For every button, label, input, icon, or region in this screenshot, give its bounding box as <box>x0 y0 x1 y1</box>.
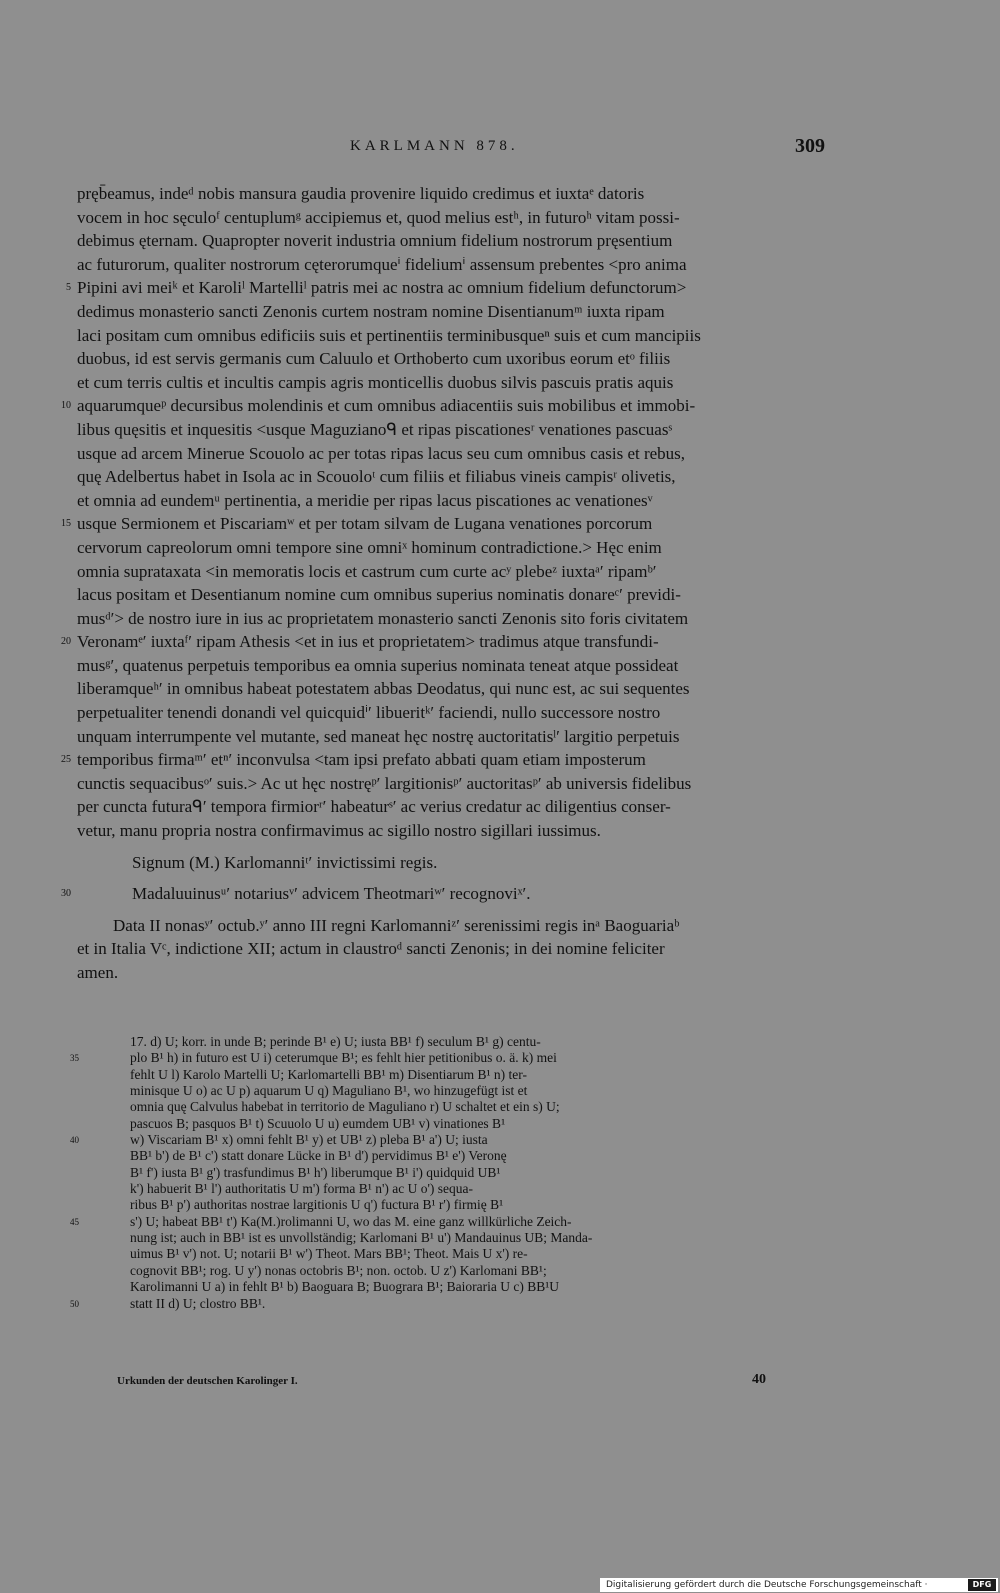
apparatus-text: ribus B¹ p') authoritas nostrae largitionis U q') fuctura B¹ r') firmię B¹ <box>130 1197 504 1213</box>
line-text: ac futurorum, qualiter nostrorum cęterorumqueⁱ fideliumⁱ assensum prebentes <pro anima <box>77 254 687 274</box>
apparatus-text: minisque U o) ac U p) aquarum U q) Maguliano B¹, wo hinzugefügt ist et <box>130 1083 528 1099</box>
line-text: usque ad arcem Minerue Scouolo ac per totas ripas lacus seu cum omnibus casis et rebus, <box>77 443 686 463</box>
line-text: dedimus monasterio sancti Zenonis curtem nostram nomine Disentianumᵐ iuxta ripam <box>77 301 665 321</box>
apparatus-text: w) Viscariam B¹ x) omni fehlt B¹ y) et UB¹ z) pleba B¹ a') U; iusta <box>130 1132 488 1148</box>
running-title: KARLMANN 878. <box>350 138 519 154</box>
line-number: 40 <box>70 1135 79 1146</box>
text-line <box>77 229 837 253</box>
apparatus-text: fehlt U l) Karolo Martelli U; Karlomartelli BB¹ m) Disentiarum B¹ n) ter- <box>130 1066 527 1082</box>
dfg-credit-bar <box>600 1578 998 1592</box>
dating-text: Data II nonasʸ′ octub.ʸ′ anno III regni Karlomanniᶻ′ serenissimi regis inᵃ Baoguariaᵇ <box>113 915 680 935</box>
apparatus-line <box>130 1197 838 1213</box>
line-text: usque Sermionem et Piscariamʷ et per totam silvam de Lugana venationes porcorum <box>77 514 653 534</box>
apparatus-text: k') habuerit B¹ l') authoritatis U m') forma B¹ n') ac U o') sequa- <box>130 1181 474 1197</box>
line-text: pręb̄eamus, indeᵈ nobis mansura gaudia provenire liquido credimus et iuxtaᵉ datoris <box>77 184 645 203</box>
line-text: Veronamᵉ′ iuxtaᶠ′ ripam Athesis <et in ius et proprietatem> tradimus atque transfundi- <box>77 632 659 652</box>
line-text: duobus, id est servis germanis cum Caluulo et Orthoberto cum uxoribus eorum etᵒ filiis <box>77 349 671 369</box>
text-line <box>77 253 837 277</box>
apparatus-text: B¹ f') iusta B¹ g') trasfundimus B¹ h') liberumque B¹ i') quidquid UB¹ <box>130 1164 501 1180</box>
apparatus-line <box>70 1132 838 1148</box>
line-text: musᵈ′> de nostro iure in ius ac proprietatem monasterio sancti Zenonis sito foris civitatem <box>77 608 689 628</box>
apparatus-line <box>130 1246 838 1262</box>
line-text: aquarumqueᵖ decursibus molendinis et cum omnibus adiacentiis suis mobilibus et immobi- <box>77 396 696 416</box>
line-number: 45 <box>70 1216 79 1227</box>
line-text: unquam interrumpente vel mutante, sed maneat hęc nostrę auctoritatisˡ′ largitio perpetuis <box>77 726 680 746</box>
apparatus-text: s') U; habeat BB¹ t') Ka(M.)rolimanni U, wo das M. eine ganz willkürliche Zeich- <box>130 1213 572 1229</box>
line-text: et cum terris cultis et incultis campis agris monticellis duobus silvis pascuis pratis aquis <box>77 372 674 392</box>
apparatus-text: omnia quę Calvulus habebat in territorio de Maguliano r) U schaltet et ein s) U; <box>130 1099 560 1115</box>
line-text: vocem in hoc sęculoᶠ centuplumᵍ accipiemus et, quod melius estʰ, in futuroʰ vitam possi- <box>77 207 680 227</box>
line-text: liberamqueʰ′ in omnibus habeat potestatem abbas Deodatus, qui nunc est, ac sui sequentes <box>77 679 690 699</box>
line-number: 30 <box>61 888 71 900</box>
charter-text <box>61 182 837 985</box>
text-line <box>61 512 837 536</box>
apparatus-line <box>130 1067 838 1083</box>
dfg-credit-text: Digitalisierung gefördert durch die Deutsche Forschungsgemeinschaft · <box>606 1580 928 1590</box>
line-text: vetur, manu propria nostra confirmavimus ac sigillo nostro sigillari iussimus. <box>77 821 601 841</box>
apparatus-text: pascuos B; pasquos B¹ t) Scuuolo U u) eumdem UB¹ v) vinationes B¹ <box>130 1115 506 1131</box>
text-line <box>77 607 837 631</box>
line-number: 25 <box>61 754 71 766</box>
line-number: 20 <box>61 636 71 648</box>
apparatus-line <box>70 1213 838 1230</box>
text-line <box>77 795 837 819</box>
line-number: 5 <box>66 282 71 294</box>
line-text: musᵍ′, quatenus perpetuis temporibus ea omnia superius nominata teneat atque possideat <box>77 655 679 675</box>
recognition-line <box>61 882 837 906</box>
text-line <box>77 772 837 796</box>
critical-apparatus <box>70 1034 838 1312</box>
apparatus-line <box>130 1148 838 1164</box>
line-text: temporibus firmaᵐ′ etⁿ′ inconvulsa <tam ipsi prefato abbati quam etiam imposterum <box>77 750 646 770</box>
line-text: lacus positam et Desentianum nomine cum omnibus superius nominatis donareᶜ′ previdi- <box>77 585 681 605</box>
line-text: cunctis sequacibusᵒ′ suis.> Ac ut hęc nostręᵖ′ largitionisᵖ′ auctoritasᵖ′ ab universis fidelibus <box>77 773 692 793</box>
page-number: 309 <box>795 135 825 157</box>
recognition-text: Madaluuinusᵘ′ notariusᵛ′ advicem Theotmariʷ′ recognoviˣ′. <box>132 884 531 904</box>
text-line <box>77 418 837 442</box>
text-line <box>77 300 837 324</box>
apparatus-text: statt II d) U; clostro BB¹. <box>130 1295 266 1311</box>
footer-title: Urkunden der deutschen Karolinger I. <box>117 1375 298 1387</box>
line-text: quę Adelbertus habet in Isola ac in Scouoloᵗ cum filiis et filiabus vineis campisʳ olivetis, <box>77 467 676 487</box>
signum-text: Signum (M.) Karlomanniᵗ′ invictissimi regis. <box>132 852 438 872</box>
apparatus-text: BB¹ b') de B¹ c') statt donare Lücke in B¹ d') pervidimus B¹ e') Veronę <box>130 1148 507 1164</box>
line-text: Pipini avi meiᵏ et Karoliˡ Martelliˡ patris mei ac nostra ac omnium fidelium defunctorum> <box>77 278 687 298</box>
apparatus-line <box>130 1230 838 1246</box>
text-line <box>77 819 837 843</box>
apparatus-line <box>130 1181 838 1197</box>
line-number: 50 <box>70 1298 79 1309</box>
apparatus-line <box>130 1279 838 1295</box>
text-line <box>77 489 837 513</box>
text-line <box>77 654 837 678</box>
text-line <box>77 465 837 489</box>
line-number: 15 <box>61 518 71 530</box>
line-number: 35 <box>70 1053 79 1064</box>
dating-line <box>77 961 837 985</box>
signum-line <box>77 851 837 875</box>
apparatus-text: cognovit BB¹; rog. U y') nonas octobris B¹; non. octob. U z') Karlomani BB¹; <box>130 1262 547 1278</box>
apparatus-line <box>70 1050 838 1066</box>
text-line <box>77 347 837 371</box>
text-line <box>77 583 837 607</box>
apparatus-line <box>130 1116 838 1132</box>
text-line <box>77 182 837 206</box>
text-line <box>61 394 837 418</box>
text-line <box>77 677 837 701</box>
dating-text: amen. <box>77 963 119 982</box>
line-text: libus quęsitis et inquesitis <usque Maguzianoᑫ et ripas piscationesʳ venationes pascuasˢ <box>77 419 673 439</box>
text-line <box>77 371 837 395</box>
line-text: debimus ęternam. Quapropter noverit industria omnium fidelium nostrorum pręsentium <box>77 231 673 251</box>
apparatus-line <box>130 1165 838 1181</box>
dating-line <box>77 914 837 938</box>
text-line <box>77 442 837 466</box>
apparatus-text: 17. d) U; korr. in unde B; perinde B¹ e) U; iusta BB¹ f) seculum B¹ g) centu- <box>130 1034 541 1049</box>
text-line <box>61 748 837 772</box>
apparatus-text: Karolimanni U a) in fehlt B¹ b) Baoguara B; Buograra B¹; Baioraria U c) BB¹U <box>130 1279 560 1295</box>
apparatus-line <box>130 1034 838 1050</box>
apparatus-text: uimus B¹ v') not. U; notarii B¹ w') Theot. Mars BB¹; Theot. Mais U x') re- <box>130 1246 528 1262</box>
text-line <box>61 630 837 654</box>
running-head <box>0 135 1000 162</box>
line-text: per cuncta futuraᑫ′ tempora firmiorʳ′ habeaturˢ′ ac verius credatur ac diligentius conser- <box>77 797 671 817</box>
sheet-number: 40 <box>752 1372 766 1387</box>
text-line <box>77 324 837 348</box>
line-number: 10 <box>61 400 71 412</box>
text-line <box>77 206 837 230</box>
text-line <box>77 701 837 725</box>
apparatus-line <box>130 1099 838 1115</box>
line-text: omnia suprataxata <in memoratis locis et castrum cum curte acʸ plebeᶻ iuxtaᵃ′ ripamᵇ′ <box>77 561 657 581</box>
text-line <box>77 536 837 560</box>
dating-line <box>77 937 837 961</box>
apparatus-line <box>70 1295 838 1312</box>
text-line <box>77 725 837 749</box>
text-line <box>66 276 837 300</box>
apparatus-text: nung ist; auch in BB¹ ist es unvollständig; Karlomani B¹ u') Mandauinus UB; Manda- <box>130 1230 593 1246</box>
line-text: et omnia ad eundemᵘ pertinentia, a meridie per ripas lacus piscationes ac venationesᵛ <box>77 490 653 510</box>
text-line <box>77 560 837 584</box>
dating-text: et in Italia Vᶜ, indictione XII; actum in claustroᵈ sancti Zenonis; in dei nomine feliciter <box>77 939 665 959</box>
dfg-logo: DFG <box>968 1579 996 1591</box>
apparatus-text: plo B¹ h) in futuro est U i) ceterumque B¹; es fehlt hier petitionibus o. ä. k) mei <box>130 1050 557 1066</box>
apparatus-line <box>130 1263 838 1279</box>
line-text: laci positam cum omnibus edificiis suis et pertinentiis terminibusqueⁿ suis et cum mancipiis <box>77 325 701 345</box>
line-text: perpetualiter tenendi donandi vel quicquidⁱ′ libueritᵏ′ faciendi, nullo successore nostro <box>77 703 661 723</box>
apparatus-line <box>130 1083 838 1099</box>
line-text: cervorum capreolorum omni tempore sine omniˣ hominum contradictione.> Hęc enim <box>77 537 662 557</box>
